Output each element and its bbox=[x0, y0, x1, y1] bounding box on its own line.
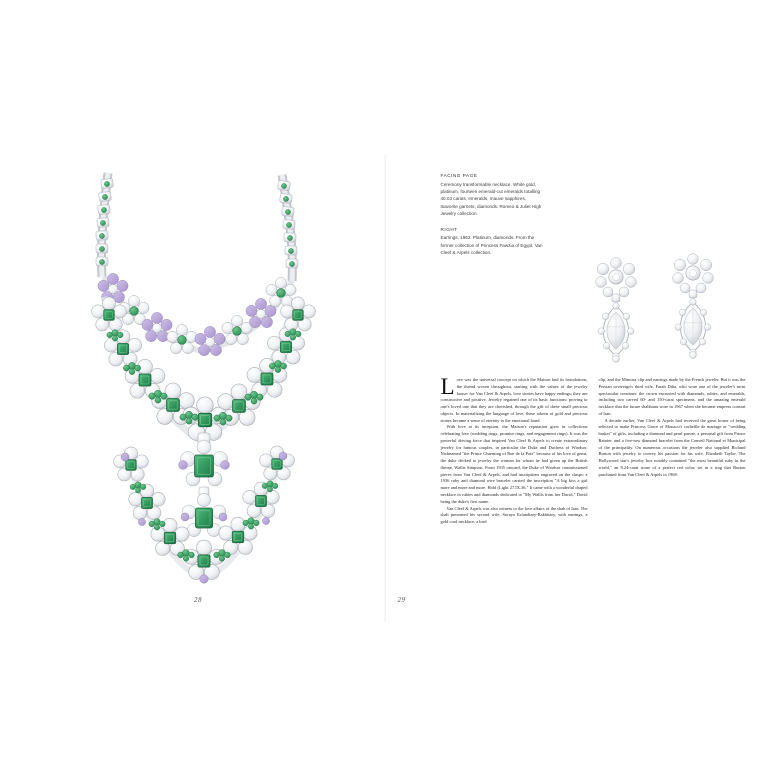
body-column-right bbox=[599, 377, 746, 526]
body-paragraph: Van Cleef & Arpels was also witness to the love affairs of the shah of Iran. The shah presented his second wife, Soraya Esfandiary-Bakhtiary, with earrings, a gold cord necklace, a bird bbox=[440, 505, 588, 525]
body-paragraph bbox=[440, 374, 588, 424]
caption-block bbox=[441, 173, 545, 257]
book-spread bbox=[18, 155, 753, 622]
body-paragraph: With love at its inception, the Maison's reputation grew in collections celebrating love (wedding rings, promise rings, and engagement rings). It was the powerful driving force that inspired Van Cleef & Arpels to create extraordinary jewelry for famous couples, in particular the Duke and Duchess of Windsor. Nicknamed "the Prince Charming of Rue de la Paix" because of his love of gems, the duke decked to jewelry the woman for whom he had given up the British throne, Wallis Simpson. From 1935 onward, the Duke of Windsor commissioned pieces from Van Cleef & Arpels, and had inscriptions engraved on the clasps: a 1936 ruby and diamond wire bracelet carried the inscription "A big kiss a girl more and more and more. Hold (Light 27.IX.36." It came with a wonderful draped necklace in rubies and diamonds dedicated to "My Wallis from her David," David being the duke's first name. bbox=[440, 424, 588, 504]
caption-heading-facing-page: FACING PAGE bbox=[440, 173, 478, 178]
folio-right: 29 bbox=[397, 596, 406, 604]
body-paragraph: A decade earlier, Van Cleef & Arpels had received the great honor of being selected to make Princess Grace of Monaco's corbeille de mariage or "wedding basket" of gifts, including a diamond and pearl parure, a personal gift from Prince Rainier, and a five-row diamond bracelet from the Conseil National et Municipal of the principality. On numerous occasions the jeweler also supplied Richard Burton with jewelry to convey his passion for his wife, Elizabeth Taylor. The Hollywood star's jewelry box notably contained "the most beautiful ruby in the world," an 8.24-carat stone of a perfect red color, set in a ring that Burton purchased from Van Cleef & Arpels in 1968. bbox=[598, 417, 746, 477]
center-pendant bbox=[179, 433, 230, 537]
caption-body-facing-page: Ceremony transformable necklace. White gold, platinum, fourteen emerald-cut emeralds totalling 40.03 carats, emeralds, mauve sapphires, tsavorite garnets, diamonds. Romeo & Juliet High Jewelry collection. bbox=[440, 181, 542, 217]
earring-right bbox=[672, 254, 713, 359]
chain-links bbox=[96, 178, 298, 268]
body-column-left bbox=[440, 374, 588, 526]
right-page bbox=[385, 155, 754, 622]
earrings-illustration bbox=[571, 247, 746, 387]
dropcap: L bbox=[440, 374, 455, 399]
caption-spacer bbox=[441, 218, 545, 227]
necklace-chain bbox=[101, 173, 292, 281]
folio-left: 28 bbox=[194, 596, 202, 604]
body-paragraph: clip, and the Mimosa clip and earrings made by the French jeweler. But it was the Persian sovereign's third wife, Farah Diba, who wore one of the jeweler's most spectacular creations: the crown encrusted with diamonds, rubies, and emeralds, including two carved 60- and 150-carat specimens, and the amazing emerald necklace that the future shahbanu wore in 1967 when she became empress consort of Iran. bbox=[598, 377, 746, 416]
caption-heading-right: RIGHT bbox=[440, 226, 458, 232]
caption-body-right: Earrings, 1962. Platinum, diamonds. From the former collection of Princess Fawzia of Egypt. Van Cleef & Arpels collection. bbox=[440, 235, 543, 256]
left-page bbox=[18, 155, 385, 622]
article-body bbox=[440, 374, 746, 526]
earring-left bbox=[595, 258, 636, 363]
necklace-illustration bbox=[30, 165, 374, 590]
body-paragraph-text: ove was the universal concept on which the Maison laid its foundations, the thread woven throughout, starting with the values of the jewelry house: for Van Cleef & Arpels, love stories have happy endings; they are constructive and positive. Jewelry regained one of its basic functions: proving to one's loved one that they are cherished, through the gift of these small precious objects. In materializing the language of love, these tokens of gold and precious stones became a sense of eternity to the emotional bond. bbox=[440, 377, 588, 423]
